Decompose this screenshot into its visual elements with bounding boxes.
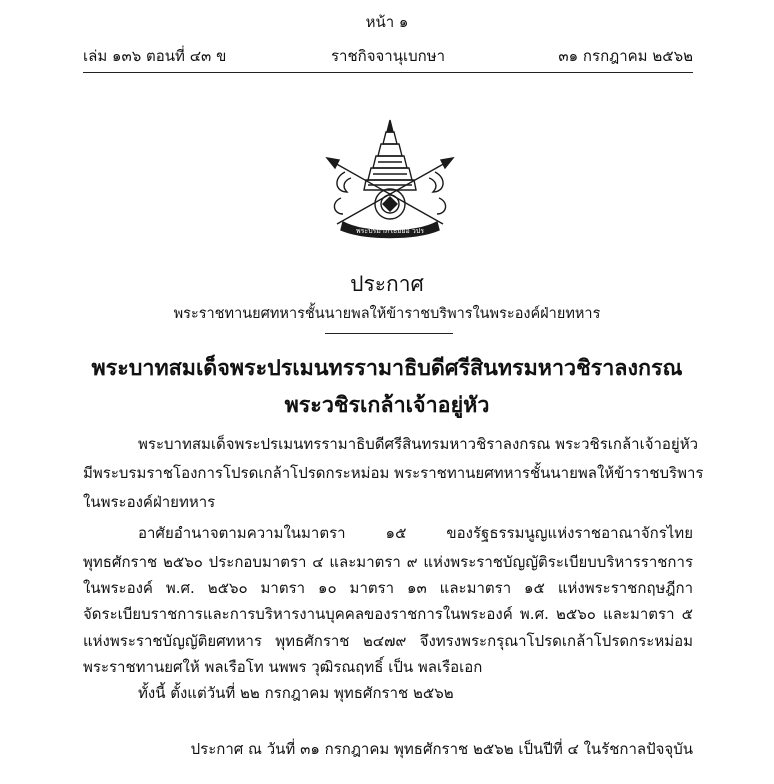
- page-number: หน้า ๑: [365, 13, 409, 31]
- volume-issue: เล่ม ๑๓๖ ตอนที่ ๔๓ ข: [83, 47, 227, 65]
- paragraph-2-line-5: แห่งพระราชบัญญัติยศทหาร พุทธศักราช ๒๔๗๙ จึงทรงพระกรุณาโปรดเกล้าโปรดกระหม่อม: [83, 632, 693, 650]
- paragraph-2-line-2: พุทธศักราช ๒๕๖๐ ประกอบมาตรา ๔ และมาตรา ๙ แห่งพระราชบัญญัติระเบียบบริหารราชการ: [83, 553, 693, 571]
- king-name-line-1: พระบาทสมเด็จพระปรเมนทรรามาธิบดีศรีสินทรมหาวชิราลงกรณ: [91, 356, 683, 381]
- gazette-name: ราชกิจจานุเบกษา: [330, 47, 446, 65]
- paragraph-1-line-3: ในพระองค์ฝ่ายทหาร: [83, 493, 216, 511]
- paragraph-1-line-1: พระบาทสมเด็จพระปรเมนทรรามาธิบดีศรีสินทรมหาวชิราลงกรณ พระวชิรเกล้าเจ้าอยู่หัว: [138, 435, 699, 453]
- paragraph-2-line-1: อาศัยอำนาจตามความในมาตรา ๑๕ ของรัฐธรรมนูญแห่งราชอาณาจักรไทย: [138, 524, 693, 542]
- paragraph-2-line-3: ในพระองค์ พ.ศ. ๒๕๖๐ มาตรา ๑๐ มาตรา ๑๓ และมาตรา ๑๕ แห่งพระราชกฤษฎีกา: [83, 579, 693, 597]
- gazette-header: [83, 44, 693, 66]
- gazette-date: ๓๑ กรกฎาคม ๒๕๖๒: [558, 47, 693, 65]
- paragraph-1-line-2: มีพระบรมราชโองการโปรดเกล้าโปรดกระหม่อม พระราชทานยศทหารชั้นนายพลให้ข้าราชบริพาร: [83, 464, 704, 482]
- header-divider: [83, 72, 693, 73]
- announcement-subtitle: พระราชทานยศทหารชั้นนายพลให้ข้าราชบริพารในพระองค์ฝ่ายทหาร: [173, 306, 601, 322]
- king-name-line-2: พระวชิรเกล้าเจ้าอยู่หัว: [284, 393, 490, 418]
- title-divider: [325, 333, 453, 334]
- issued-date: ประกาศ ณ วันที่ ๓๑ กรกฎาคม พุทธศักราช ๒๕๖๒ เป็นปีที่ ๔ ในรัชกาลปัจจุบัน: [190, 740, 693, 758]
- paragraph-2-line-4: จัดระเบียบราชการและการบริหารงานบุคคลของราชการในพระองค์ พ.ศ. ๒๕๖๐ และมาตรา ๕: [83, 605, 693, 623]
- announcement-title: ประกาศ: [350, 272, 424, 296]
- royal-cipher-emblem-icon: [315, 118, 465, 240]
- effective-date: ทั้งนี้ ตั้งแต่วันที่ ๒๒ กรกฎาคม พุทธศักราช ๒๕๖๒: [138, 684, 454, 702]
- paragraph-2-line-6: พระราชทานยศให้ พลเรือโท นพพร วุฒิรณฤทธิ์ เป็น พลเรือเอก: [83, 658, 483, 676]
- emblem-motto: พระปรมาภิไธยย่อ วปร: [355, 227, 425, 235]
